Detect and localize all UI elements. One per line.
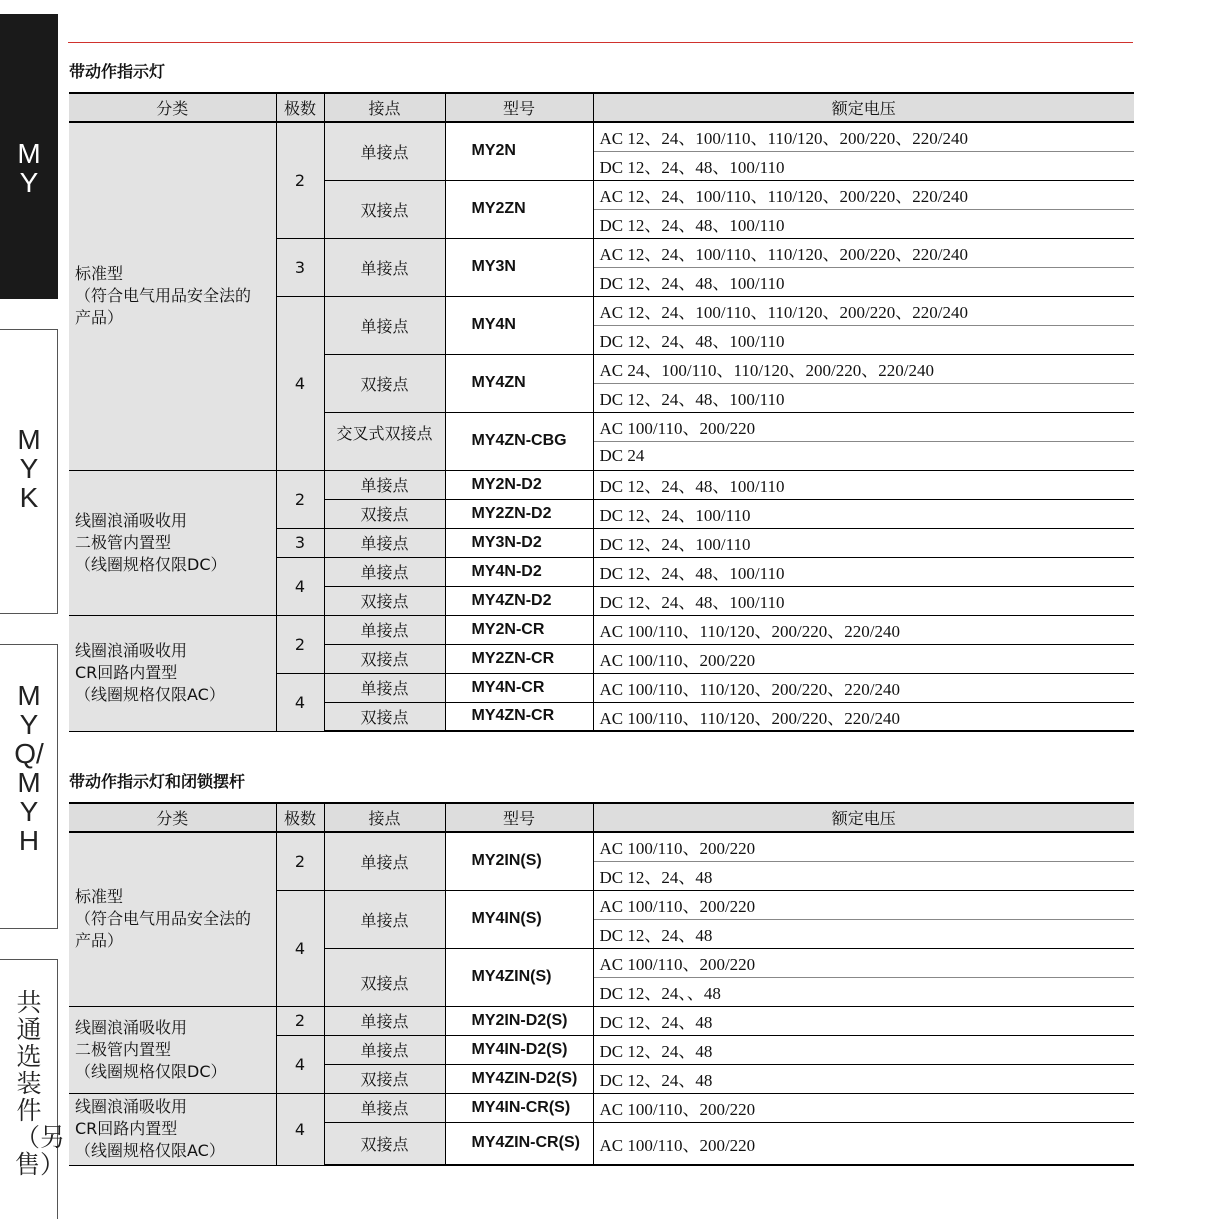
category-line: CR回路内置型 <box>75 1119 178 1138</box>
contact-cell: 双接点 <box>324 180 445 238</box>
voltage-cell: DC 12、24、48、100/110 <box>593 151 1134 180</box>
category-line: 线圈浪涌吸收用 <box>75 641 188 660</box>
voltage-cell: AC 100/110、110/120、200/220、220/240 <box>593 702 1134 731</box>
category-line: 二极管内置型 <box>75 1039 172 1059</box>
table-header-row <box>69 803 1134 832</box>
poles-cell: 2 <box>276 615 324 673</box>
header-contact: 接点 <box>324 803 445 832</box>
category-cell <box>69 122 276 470</box>
category-line: （线圈规格仅限DC） <box>75 554 227 574</box>
contact-cell: 单接点 <box>324 1035 445 1064</box>
model-cell: MY4ZN-CBG <box>445 412 593 470</box>
voltage-cell: DC 12、24、48、100/110 <box>593 325 1134 354</box>
contact-cell: 双接点 <box>324 702 445 731</box>
category-line: 线圈浪涌吸收用 <box>75 1097 188 1116</box>
table-row <box>69 1006 1134 1035</box>
poles-cell: 2 <box>276 1006 324 1035</box>
side-tab-options[interactable] <box>0 959 66 1219</box>
poles-cell: 2 <box>276 470 324 528</box>
voltage-cell: DC 12、24、48、100/110 <box>593 557 1134 586</box>
poles-cell: 2 <box>276 122 324 238</box>
voltage-cell: AC 100/110、200/220 <box>593 832 1134 861</box>
voltage-cell: DC 12、24、48、100/110 <box>593 267 1134 296</box>
header-poles: 极数 <box>276 803 324 832</box>
model-cell: MY4ZIN-D2(S) <box>445 1064 593 1093</box>
section-title: 带动作指示灯 <box>69 62 166 81</box>
voltage-cell: DC 12、24、48、100/110 <box>593 470 1134 499</box>
contact-cell: 双接点 <box>324 948 445 1006</box>
voltage-cell: AC 100/110、200/220 <box>593 1093 1134 1122</box>
model-cell: MY4IN-CR(S) <box>445 1093 593 1122</box>
voltage-cell: AC 100/110、110/120、200/220、220/240 <box>593 673 1134 702</box>
category-line: 产品） <box>75 308 124 328</box>
category-line: 产品） <box>75 931 124 951</box>
side-tab-label: MY <box>17 138 41 198</box>
voltage-cell: AC 12、24、100/110、110/120、200/220、220/240 <box>593 122 1134 151</box>
header-category: 分类 <box>69 93 276 122</box>
voltage-cell: AC 24、100/110、110/120、200/220、220/240 <box>593 354 1134 383</box>
model-cell: MY4ZN <box>445 354 593 412</box>
poles-cell: 3 <box>276 238 324 296</box>
model-cell: MY2N-CR <box>445 615 593 644</box>
contact-cell: 单接点 <box>324 470 445 499</box>
voltage-cell: DC 12、24、48 <box>593 1064 1134 1093</box>
spec-table-2 <box>69 802 1134 1166</box>
poles-cell: 3 <box>276 528 324 557</box>
category-cell <box>69 832 276 1006</box>
contact-cell: 双接点 <box>324 644 445 673</box>
model-cell: MY4IN-D2(S) <box>445 1035 593 1064</box>
side-tab-label: MYK <box>17 424 41 513</box>
header-category: 分类 <box>69 803 276 832</box>
model-cell: MY4ZIN(S) <box>445 948 593 1006</box>
contact-cell: 交叉式双接点 <box>324 412 445 470</box>
table-row <box>69 1093 1134 1122</box>
poles-cell: 4 <box>276 1035 324 1093</box>
table-row <box>69 470 1134 499</box>
category-line: 标准型 <box>75 264 124 284</box>
voltage-cell: AC 100/110、200/220 <box>593 948 1134 977</box>
contact-cell: 单接点 <box>324 832 445 890</box>
contact-cell: 双接点 <box>324 354 445 412</box>
contact-cell: 单接点 <box>324 615 445 644</box>
model-cell: MY4N-D2 <box>445 557 593 586</box>
header-model: 型号 <box>445 803 593 832</box>
voltage-cell: AC 100/110、200/220 <box>593 412 1134 441</box>
voltage-cell: AC 100/110、200/220 <box>593 1122 1134 1165</box>
header-voltage: 额定电压 <box>593 93 1134 122</box>
header-poles: 极数 <box>276 93 324 122</box>
model-cell: MY3N <box>445 238 593 296</box>
contact-cell: 单接点 <box>324 528 445 557</box>
model-cell: MY2ZN-CR <box>445 644 593 673</box>
header-contact: 接点 <box>324 93 445 122</box>
side-tab-my[interactable] <box>0 14 58 299</box>
poles-cell: 2 <box>276 832 324 890</box>
voltage-cell: DC 24 <box>593 441 1134 470</box>
model-cell: MY2IN(S) <box>445 832 593 890</box>
side-tab-label: 共通选装件（另售） <box>15 989 66 1179</box>
contact-cell: 双接点 <box>324 499 445 528</box>
category-cell <box>69 1006 276 1093</box>
model-cell: MY4IN(S) <box>445 890 593 948</box>
model-cell: MY2N <box>445 122 593 180</box>
category-line: （线圈规格仅限DC） <box>75 1061 227 1081</box>
category-cell <box>69 1093 276 1165</box>
category-line: （符合电气用品安全法的 <box>75 286 252 306</box>
model-cell: MY2ZN-D2 <box>445 499 593 528</box>
voltage-cell: DC 12、24、100/110 <box>593 528 1134 557</box>
voltage-cell: DC 12、24、48 <box>593 919 1134 948</box>
model-cell: MY3N-D2 <box>445 528 593 557</box>
model-cell: MY4ZIN-CR(S) <box>445 1122 593 1165</box>
category-line: CR回路内置型 <box>75 663 178 682</box>
contact-cell: 单接点 <box>324 238 445 296</box>
contact-cell: 双接点 <box>324 1064 445 1093</box>
model-cell: MY4ZN-CR <box>445 702 593 731</box>
model-cell: MY2N-D2 <box>445 470 593 499</box>
table-header-row <box>69 93 1134 122</box>
poles-cell: 4 <box>276 1093 324 1165</box>
contact-cell: 单接点 <box>324 673 445 702</box>
category-line: （线圈规格仅限AC） <box>75 1141 225 1160</box>
model-cell: MY2IN-D2(S) <box>445 1006 593 1035</box>
category-line: 二极管内置型 <box>75 532 172 552</box>
voltage-cell: AC 100/110、200/220 <box>593 644 1134 673</box>
contact-cell: 单接点 <box>324 1006 445 1035</box>
contact-cell: 单接点 <box>324 557 445 586</box>
table-row <box>69 122 1134 151</box>
voltage-cell: DC 12、24、100/110 <box>593 499 1134 528</box>
voltage-cell: DC 12、24、48 <box>593 861 1134 890</box>
category-line: 标准型 <box>75 887 124 907</box>
poles-cell: 4 <box>276 890 324 1006</box>
poles-cell: 4 <box>276 296 324 470</box>
model-cell: MY4ZN-D2 <box>445 586 593 615</box>
poles-cell: 4 <box>276 673 324 731</box>
voltage-cell: AC 100/110、110/120、200/220、220/240 <box>593 615 1134 644</box>
side-tab-myq-myh[interactable] <box>0 644 58 929</box>
table-row <box>69 832 1134 861</box>
voltage-cell: AC 12、24、100/110、110/120、200/220、220/240 <box>593 180 1134 209</box>
voltage-cell: DC 12、24、48、100/110 <box>593 209 1134 238</box>
voltage-cell: AC 12、24、100/110、110/120、200/220、220/240 <box>593 296 1134 325</box>
category-line: （线圈规格仅限AC） <box>75 685 225 704</box>
voltage-cell: DC 12、24、、48 <box>593 977 1134 1006</box>
category-cell <box>69 470 276 615</box>
contact-cell: 单接点 <box>324 296 445 354</box>
side-tab-label: MYQ/MYH <box>14 680 44 856</box>
poles-cell: 4 <box>276 557 324 615</box>
voltage-cell: AC 100/110、200/220 <box>593 890 1134 919</box>
section-title: 带动作指示灯和闭锁摆杆 <box>69 772 246 791</box>
side-tab-myk[interactable] <box>0 329 58 614</box>
category-line: （符合电气用品安全法的 <box>75 909 252 929</box>
voltage-cell: DC 12、24、48 <box>593 1035 1134 1064</box>
category-cell <box>69 615 276 731</box>
contact-cell: 单接点 <box>324 890 445 948</box>
header-rule <box>68 42 1133 43</box>
header-voltage: 额定电压 <box>593 803 1134 832</box>
voltage-cell: AC 12、24、100/110、110/120、200/220、220/240 <box>593 238 1134 267</box>
spec-table-1 <box>69 92 1134 732</box>
category-line: 线圈浪涌吸收用 <box>75 510 188 530</box>
contact-cell: 双接点 <box>324 586 445 615</box>
table-row <box>69 615 1134 644</box>
contact-cell: 双接点 <box>324 1122 445 1165</box>
model-cell: MY2ZN <box>445 180 593 238</box>
contact-cell: 单接点 <box>324 1093 445 1122</box>
contact-cell: 单接点 <box>324 122 445 180</box>
voltage-cell: DC 12、24、48、100/110 <box>593 383 1134 412</box>
category-line: 线圈浪涌吸收用 <box>75 1017 188 1037</box>
header-model: 型号 <box>445 93 593 122</box>
model-cell: MY4N <box>445 296 593 354</box>
voltage-cell: DC 12、24、48、100/110 <box>593 586 1134 615</box>
voltage-cell: DC 12、24、48 <box>593 1006 1134 1035</box>
model-cell: MY4N-CR <box>445 673 593 702</box>
